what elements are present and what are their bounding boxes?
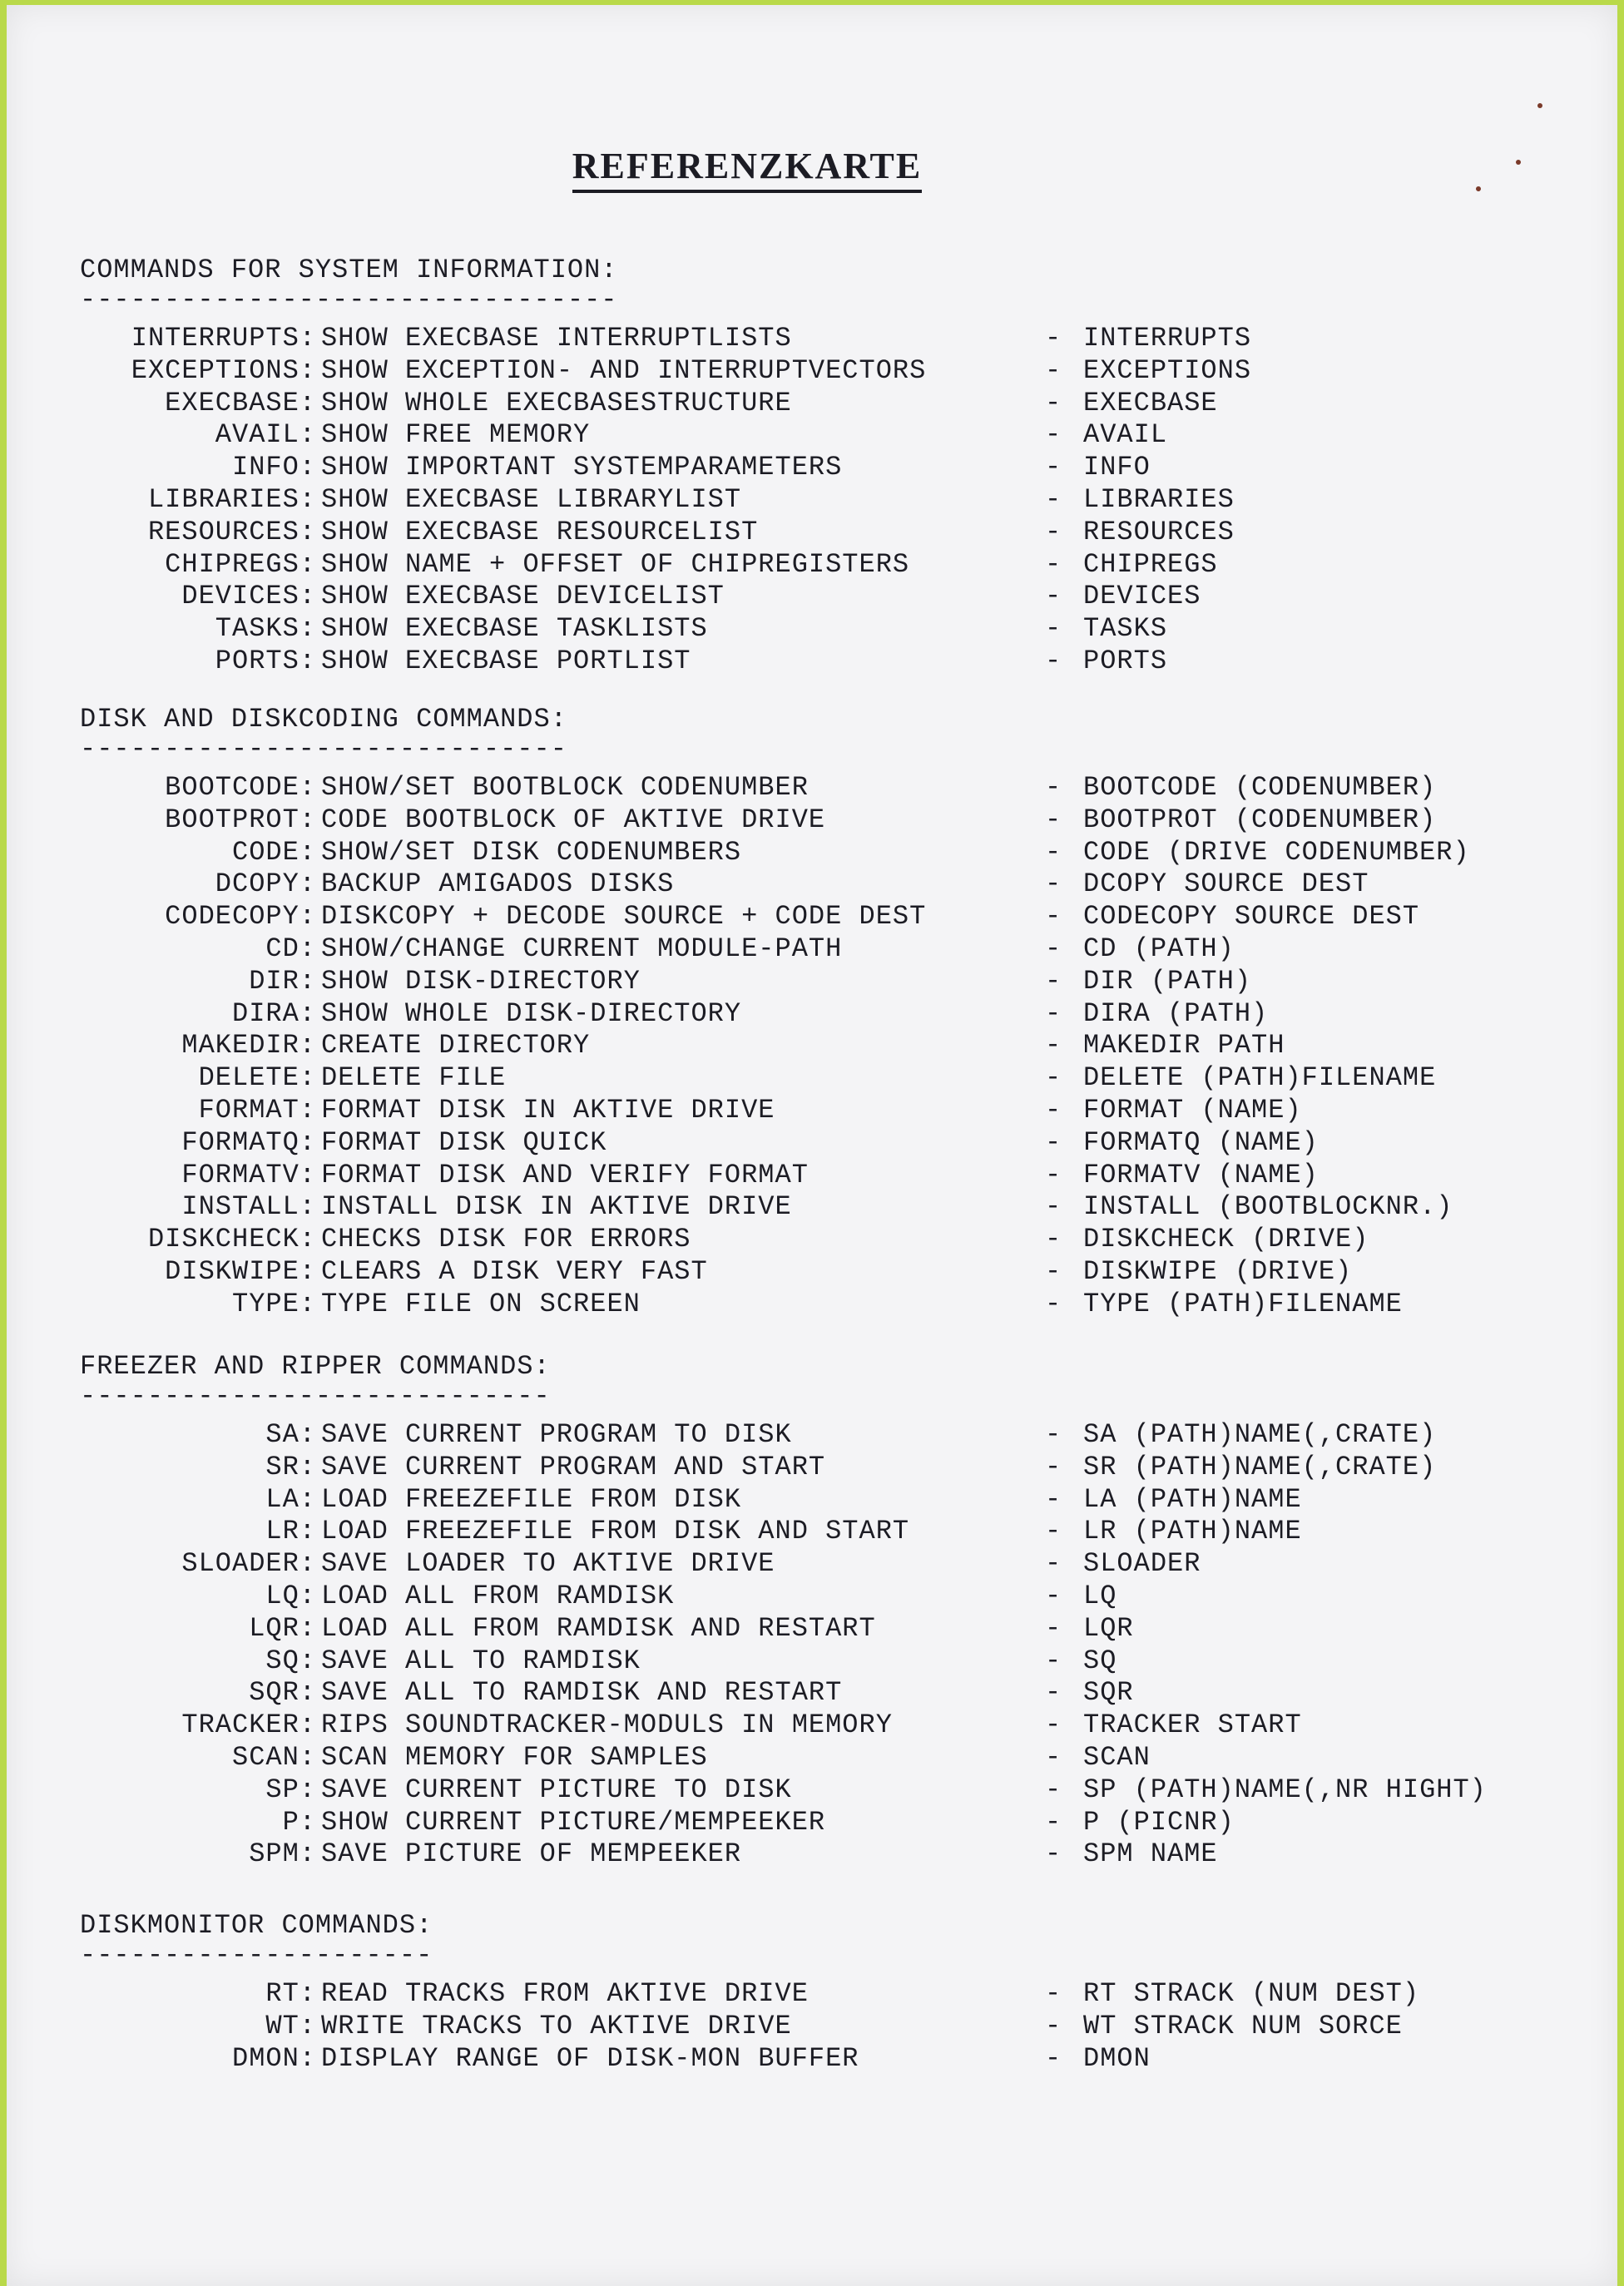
command-name: EXCEPTIONS:	[131, 354, 316, 386]
command-row	[7, 1256, 1617, 1288]
command-name: DCOPY:	[215, 868, 316, 900]
command-name: SLOADER:	[181, 1548, 316, 1580]
command-name: EXECBASE:	[165, 387, 316, 418]
command-name: CHIPREGS:	[165, 548, 316, 580]
reference-card-sheet	[7, 5, 1617, 2286]
section-rule: --------------------------------	[80, 285, 618, 315]
command-description: SAVE PICTURE OF MEMPEEKER	[321, 1838, 742, 1870]
command-name: DIRA:	[231, 997, 316, 1029]
command-description: CODE BOOTBLOCK OF AKTIVE DRIVE	[321, 804, 826, 835]
command-name: DISKWIPE:	[165, 1256, 316, 1287]
command-row	[7, 1062, 1617, 1094]
command-name: RT:	[265, 1978, 316, 2009]
command-syntax: DEVICES	[1083, 581, 1201, 612]
command-row	[7, 1742, 1617, 1774]
separator-dash: -	[1045, 1451, 1062, 1482]
command-name: MAKEDIR:	[181, 1030, 316, 1061]
command-description: READ TRACKS FROM AKTIVE DRIVE	[321, 1978, 809, 2009]
command-row	[7, 1095, 1617, 1126]
command-description: FORMAT DISK AND VERIFY FORMAT	[321, 1159, 809, 1190]
command-description: SHOW/CHANGE CURRENT MODULE-PATH	[321, 933, 843, 964]
command-name: SCAN:	[231, 1742, 316, 1773]
command-row	[7, 355, 1617, 387]
command-description: FORMAT DISK QUICK	[321, 1126, 607, 1158]
command-syntax: TASKS	[1083, 613, 1168, 645]
separator-dash: -	[1045, 1159, 1062, 1190]
command-syntax: BOOTCODE (CODENUMBER)	[1083, 772, 1437, 803]
command-row	[7, 772, 1617, 804]
paper-speck	[1537, 103, 1542, 108]
separator-dash: -	[1045, 1030, 1062, 1061]
separator-dash: -	[1045, 516, 1062, 547]
command-name: DMON:	[231, 2042, 316, 2074]
command-syntax: SLOADER	[1083, 1548, 1201, 1580]
command-syntax: RESOURCES	[1083, 516, 1235, 547]
command-syntax: CODE (DRIVE CODENUMBER)	[1083, 836, 1470, 868]
command-row	[7, 1516, 1617, 1547]
command-syntax: CODECOPY SOURCE DEST	[1083, 901, 1420, 933]
command-name: RESOURCES:	[147, 516, 316, 547]
separator-dash: -	[1045, 997, 1062, 1029]
command-name: FORMATV:	[181, 1159, 316, 1190]
command-description: LOAD FREEZEFILE FROM DISK AND START	[321, 1516, 910, 1547]
separator-dash: -	[1045, 1774, 1062, 1805]
command-syntax: FORMATV (NAME)	[1083, 1159, 1319, 1190]
command-name: BOOTCODE:	[165, 772, 316, 803]
command-syntax: DISKCHECK (DRIVE)	[1083, 1224, 1369, 1255]
command-row	[7, 2043, 1617, 2075]
command-syntax: INTERRUPTS	[1083, 323, 1252, 354]
separator-dash: -	[1045, 1838, 1062, 1870]
command-syntax: FORMAT (NAME)	[1083, 1095, 1302, 1126]
command-row	[7, 868, 1617, 900]
separator-dash: -	[1045, 1645, 1062, 1676]
command-description: SHOW EXECBASE TASKLISTS	[321, 613, 708, 645]
command-row	[7, 1224, 1617, 1255]
paper-speck	[1476, 186, 1481, 191]
separator-dash: -	[1045, 1978, 1062, 2009]
command-name: LQR:	[249, 1612, 316, 1644]
command-name: CODECOPY:	[165, 901, 316, 933]
separator-dash: -	[1045, 2010, 1062, 2041]
command-row	[7, 419, 1617, 451]
command-syntax: SPM NAME	[1083, 1838, 1218, 1870]
command-syntax: LQR	[1083, 1612, 1134, 1644]
command-description: INSTALL DISK IN AKTIVE DRIVE	[321, 1191, 792, 1223]
command-name: LIBRARIES:	[147, 484, 316, 515]
command-syntax: CD (PATH)	[1083, 933, 1235, 964]
command-name: CD:	[265, 933, 316, 964]
separator-dash: -	[1045, 1126, 1062, 1158]
separator-dash: -	[1045, 1548, 1062, 1580]
command-syntax: INSTALL (BOOTBLOCKNR.)	[1083, 1191, 1453, 1223]
command-row	[7, 323, 1617, 354]
command-row	[7, 1127, 1617, 1159]
command-syntax: FORMATQ (NAME)	[1083, 1126, 1319, 1158]
command-description: SHOW IMPORTANT SYSTEMPARAMETERS	[321, 452, 843, 483]
separator-dash: -	[1045, 1062, 1062, 1094]
command-description: SHOW CURRENT PICTURE/MEMPEEKER	[321, 1806, 826, 1838]
command-syntax: INFO	[1083, 452, 1151, 483]
command-syntax: LQ	[1083, 1581, 1117, 1611]
command-description: LOAD FREEZEFILE FROM DISK	[321, 1483, 742, 1515]
command-description: SHOW WHOLE EXECBASESTRUCTURE	[321, 387, 792, 418]
separator-dash: -	[1045, 1095, 1062, 1126]
command-row	[7, 837, 1617, 868]
separator-dash: -	[1045, 1806, 1062, 1838]
separator-dash: -	[1045, 419, 1062, 451]
command-description: SHOW NAME + OFFSET OF CHIPREGISTERS	[321, 548, 910, 580]
command-name: SP:	[265, 1774, 316, 1805]
command-row	[7, 1452, 1617, 1483]
command-name: INFO:	[231, 452, 316, 483]
command-row	[7, 2011, 1617, 2042]
section-rule: ----------------------------	[80, 1381, 551, 1412]
separator-dash: -	[1045, 1742, 1062, 1773]
command-syntax: DCOPY SOURCE DEST	[1083, 868, 1369, 900]
separator-dash: -	[1045, 1710, 1062, 1741]
section-heading: DISKMONITOR COMMANDS:	[80, 1910, 433, 1941]
command-name: SQR:	[249, 1677, 316, 1709]
command-description: SHOW EXCEPTION- AND INTERRUPTVECTORS	[321, 354, 927, 386]
separator-dash: -	[1045, 323, 1062, 354]
command-syntax: SR (PATH)NAME(,CRATE)	[1083, 1451, 1437, 1482]
command-row	[7, 1191, 1617, 1223]
separator-dash: -	[1045, 1677, 1062, 1709]
command-syntax: TYPE (PATH)FILENAME	[1083, 1288, 1403, 1319]
separator-dash: -	[1045, 354, 1062, 386]
command-name: TYPE:	[231, 1288, 316, 1319]
command-syntax: MAKEDIR PATH	[1083, 1030, 1285, 1061]
command-row	[7, 998, 1617, 1030]
command-description: DISPLAY RANGE OF DISK-MON BUFFER	[321, 2042, 859, 2074]
separator-dash: -	[1045, 387, 1062, 418]
command-name: LR:	[265, 1516, 316, 1547]
command-name: DISKCHECK:	[147, 1224, 316, 1255]
separator-dash: -	[1045, 1288, 1062, 1319]
command-row	[7, 1289, 1617, 1320]
command-description: DELETE FILE	[321, 1062, 507, 1094]
separator-dash: -	[1045, 452, 1062, 483]
command-description: SHOW/SET DISK CODENUMBERS	[321, 836, 742, 868]
command-row	[7, 1807, 1617, 1838]
command-name: INSTALL:	[181, 1191, 316, 1223]
section-heading: DISK AND DISKCODING COMMANDS:	[80, 704, 567, 735]
command-description: SHOW EXECBASE INTERRUPTLISTS	[321, 323, 792, 354]
command-name: DELETE:	[198, 1062, 316, 1094]
command-row	[7, 1160, 1617, 1191]
command-description: LOAD ALL FROM RAMDISK AND RESTART	[321, 1612, 876, 1644]
command-name: CODE:	[231, 836, 316, 868]
command-description: SAVE CURRENT PROGRAM AND START	[321, 1451, 826, 1482]
command-description: SHOW EXECBASE PORTLIST	[321, 646, 691, 676]
separator-dash: -	[1045, 1516, 1062, 1547]
command-description: SAVE ALL TO RAMDISK AND RESTART	[321, 1677, 843, 1709]
command-row	[7, 1484, 1617, 1516]
command-description: CLEARS A DISK VERY FAST	[321, 1256, 708, 1287]
section-heading: COMMANDS FOR SYSTEM INFORMATION:	[80, 255, 618, 285]
command-description: SHOW/SET BOOTBLOCK CODENUMBER	[321, 772, 809, 803]
separator-dash: -	[1045, 1256, 1062, 1287]
command-row	[7, 901, 1617, 933]
command-name: DIR:	[249, 965, 316, 997]
command-syntax: CHIPREGS	[1083, 548, 1218, 580]
command-row	[7, 933, 1617, 965]
command-description: WRITE TRACKS TO AKTIVE DRIVE	[321, 2010, 792, 2041]
command-description: CHECKS DISK FOR ERRORS	[321, 1224, 691, 1255]
separator-dash: -	[1045, 1191, 1062, 1223]
command-description: SAVE CURRENT PROGRAM TO DISK	[321, 1419, 792, 1450]
command-row	[7, 613, 1617, 645]
command-syntax: PORTS	[1083, 646, 1168, 676]
separator-dash: -	[1045, 868, 1062, 900]
command-syntax: LIBRARIES	[1083, 484, 1235, 515]
command-row	[7, 549, 1617, 581]
command-description: TYPE FILE ON SCREEN	[321, 1288, 641, 1319]
command-syntax: SA (PATH)NAME(,CRATE)	[1083, 1419, 1437, 1450]
command-name: PORTS:	[215, 646, 316, 676]
separator-dash: -	[1045, 772, 1062, 803]
command-syntax: LR (PATH)NAME	[1083, 1516, 1302, 1547]
command-syntax: DMON	[1083, 2042, 1151, 2074]
command-row	[7, 1548, 1617, 1580]
section-heading: FREEZER AND RIPPER COMMANDS:	[80, 1351, 551, 1382]
separator-dash: -	[1045, 1419, 1062, 1450]
separator-dash: -	[1045, 804, 1062, 835]
command-row	[7, 484, 1617, 516]
separator-dash: -	[1045, 933, 1062, 964]
command-name: TRACKER:	[181, 1710, 316, 1741]
separator-dash: -	[1045, 901, 1062, 933]
command-description: LOAD ALL FROM RAMDISK	[321, 1581, 675, 1611]
command-syntax: EXECBASE	[1083, 387, 1218, 418]
command-row	[7, 804, 1617, 836]
separator-dash: -	[1045, 581, 1062, 612]
command-description: SAVE ALL TO RAMDISK	[321, 1645, 641, 1676]
separator-dash: -	[1045, 1612, 1062, 1644]
command-syntax: BOOTPROT (CODENUMBER)	[1083, 804, 1437, 835]
command-name: SQ:	[265, 1645, 316, 1676]
separator-dash: -	[1045, 548, 1062, 580]
separator-dash: -	[1045, 1581, 1062, 1611]
paper-speck	[1516, 160, 1521, 165]
command-row	[7, 1774, 1617, 1806]
command-name: SPM:	[249, 1838, 316, 1870]
command-description: SHOW FREE MEMORY	[321, 419, 591, 451]
command-syntax: EXCEPTIONS	[1083, 354, 1252, 386]
separator-dash: -	[1045, 965, 1062, 997]
command-description: CREATE DIRECTORY	[321, 1030, 591, 1061]
section-rule: ---------------------	[80, 1940, 433, 1971]
command-syntax: LA (PATH)NAME	[1083, 1483, 1302, 1515]
command-syntax: DISKWIPE (DRIVE)	[1083, 1256, 1353, 1287]
command-description: FORMAT DISK IN AKTIVE DRIVE	[321, 1095, 775, 1126]
section-rule: -----------------------------	[80, 734, 567, 764]
separator-dash: -	[1045, 1224, 1062, 1255]
command-name: WT:	[265, 2010, 316, 2041]
command-name: P:	[282, 1806, 316, 1838]
command-name: LQ:	[265, 1581, 316, 1611]
command-row	[7, 1710, 1617, 1741]
command-syntax: AVAIL	[1083, 419, 1168, 451]
separator-dash: -	[1045, 484, 1062, 515]
sheet-content	[7, 5, 1617, 2286]
command-row	[7, 1677, 1617, 1709]
separator-dash: -	[1045, 613, 1062, 645]
command-description: SHOW DISK-DIRECTORY	[321, 965, 641, 997]
page-title	[7, 145, 1488, 187]
command-row	[7, 517, 1617, 548]
command-description: DISKCOPY + DECODE SOURCE + CODE DEST	[321, 901, 927, 933]
command-name: SA:	[265, 1419, 316, 1450]
command-name: TASKS:	[215, 613, 316, 645]
separator-dash: -	[1045, 1483, 1062, 1515]
separator-dash: -	[1045, 646, 1062, 676]
separator-dash: -	[1045, 2042, 1062, 2074]
command-syntax: SQ	[1083, 1645, 1117, 1676]
command-row	[7, 1030, 1617, 1061]
command-row	[7, 452, 1617, 483]
command-name: FORMAT:	[198, 1095, 316, 1126]
command-syntax: RT STRACK (NUM DEST)	[1083, 1978, 1420, 2009]
command-name: AVAIL:	[215, 419, 316, 451]
command-name: SR:	[265, 1451, 316, 1482]
command-name: INTERRUPTS:	[131, 323, 316, 354]
command-description: BACKUP AMIGADOS DISKS	[321, 868, 675, 900]
command-row	[7, 388, 1617, 419]
command-name: LA:	[265, 1483, 316, 1515]
page-title-text: REFERENZKARTE	[572, 146, 923, 193]
command-name: BOOTPROT:	[165, 804, 316, 835]
command-name: DEVICES:	[181, 581, 316, 612]
command-syntax: SP (PATH)NAME(,NR HIGHT)	[1083, 1774, 1487, 1805]
command-description: SCAN MEMORY FOR SAMPLES	[321, 1742, 708, 1773]
command-row	[7, 1581, 1617, 1612]
command-row	[7, 1645, 1617, 1677]
command-row	[7, 1978, 1617, 2010]
command-syntax: SCAN	[1083, 1742, 1151, 1773]
command-row	[7, 966, 1617, 997]
command-description: SHOW WHOLE DISK-DIRECTORY	[321, 997, 742, 1029]
command-row	[7, 581, 1617, 612]
command-name: FORMATQ:	[181, 1126, 316, 1158]
command-syntax: DIRA (PATH)	[1083, 997, 1269, 1029]
command-row	[7, 646, 1617, 677]
command-description: RIPS SOUNDTRACKER-MODULS IN MEMORY	[321, 1710, 893, 1741]
command-description: SHOW EXECBASE LIBRARYLIST	[321, 484, 742, 515]
command-description: SAVE LOADER TO AKTIVE DRIVE	[321, 1548, 775, 1580]
command-description: SHOW EXECBASE RESOURCELIST	[321, 516, 759, 547]
command-syntax: DELETE (PATH)FILENAME	[1083, 1062, 1437, 1094]
command-description: SAVE CURRENT PICTURE TO DISK	[321, 1774, 792, 1805]
command-syntax: DIR (PATH)	[1083, 965, 1252, 997]
command-syntax: SQR	[1083, 1677, 1134, 1709]
command-syntax: TRACKER START	[1083, 1710, 1302, 1741]
command-row	[7, 1419, 1617, 1451]
command-syntax: WT STRACK NUM SORCE	[1083, 2010, 1403, 2041]
command-syntax: P (PICNR)	[1083, 1806, 1235, 1838]
separator-dash: -	[1045, 836, 1062, 868]
command-description: SHOW EXECBASE DEVICELIST	[321, 581, 725, 612]
command-row	[7, 1838, 1617, 1870]
command-row	[7, 1613, 1617, 1645]
